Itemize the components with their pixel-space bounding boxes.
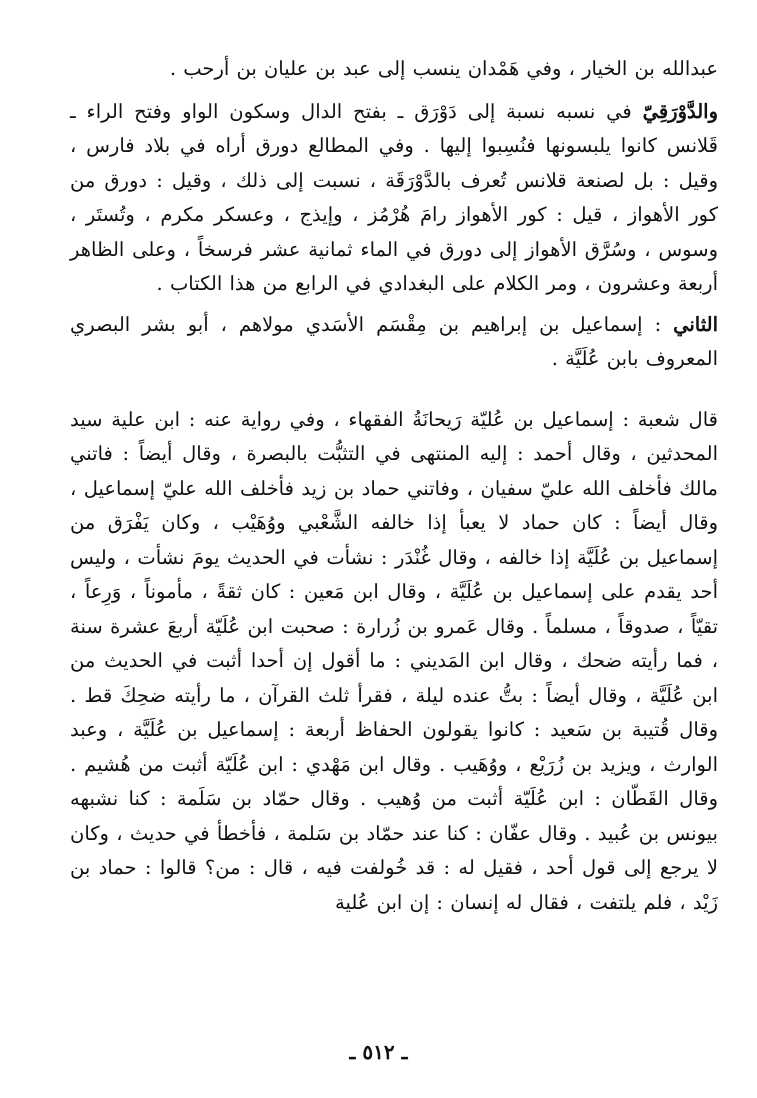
paragraph-scholar-praise — [70, 403, 718, 921]
paragraph-dawraqi-nisba — [70, 95, 718, 302]
page-body — [70, 52, 718, 920]
paragraph-text: : إسماعيل بن إبراهيم بن مِقْسَم الأسَدي مولاهم ، أبو بشر البصري المعروف بابن عُلَيَّة . — [70, 312, 718, 370]
paragraph-text: قال شعبة : إسماعيل بن عُليّة رَيحانَةُ الفقهاء ، وفي رواية عنه : ابن علية سيد المحدثين ، وقال أحمد : إليه المنتهى في التثبُّت بالبصرة ، وقال أيضاً : فاتني مالك فأخلف الله عليّ سفيان ، وفاتني حماد بن زيد فأخلف الله عليّ إسماعيل ، وقال أيضاً : كان حماد لا يعبأ إذا خالفه الشَّعْبي ووُهَيْب ، وكان يَفْرَق من إسماعيل بن عُلَيَّة إذا خالفه ، وقال غُنْدَر : نشأت في الحديث يومَ نشأت ، وليس أحد يقدم على إسماعيل بن عُلَيَّة ، وقال ابن مَعين : كان ثقةً ، مأموناً ، وَرِعاً ، تقيّاً ، صدوقاً ، مسلماً . وقال عَمرو بن زُرارة : صحبت ابن عُلَيّة أربعَ عشرة سنة ، فما رأيته ضحك ، وقال ابن المَديني : ما أقول إن أحدا أثبت في الحديث من ابن عُلَيَّة ، وقال أيضاً : بتُّ عنده ليلة ، فقرأ ثلث القرآن ، ما رأيته ضحِكَ قط . وقال قُتيبة بن سَعيد : كانوا يقولون الحفاظ أربعة : إسماعيل بن عُلَيَّة ، وعبد الوارث ، ويزيد بن زُرَيْع ، ووُهَيب . وقال ابن مَهْدي : ابن عُلَيّة أثبت من هُشيم . وقال القَطّان : ابن عُلَيّة أثبت من وُهيب . وقال حمّاد بن سَلَمة : كنا نشبهه بيونس بن عُبيد . وقال عفّان : كنا عند حمّاد بن سَلمة ، فأخطأ في حديث ، وكان لا يرجع إلى قول أحد ، فقيل له : قد خُولفت فيه ، قال : من؟ قالوا : حماد بن زَيْد ، فلم يلتفت ، فقال له إنسان : إن ابن عُلية — [70, 407, 718, 914]
page-number: ـ ٥١٢ ـ — [349, 1040, 408, 1064]
paragraph-text: عبدالله بن الخيار ، وفي هَمْدان ينسب إلى عبد بن عليان بن أرحب . — [169, 57, 718, 80]
paragraph-second-narrator — [70, 308, 718, 377]
paragraph-text: في نسبه نسبة إلى دَوْرَق ـ بفتح الدال وسكون الواو وفتح الراء ـ قَلانس كانوا يلبسونها فنُسِبوا إليها . وفي المطالع دورق أراه في بلاد فارس ، وقيل : بل لصنعة قلانس تُعرف بالدَّوْرَقَة ، نسبت إلى ذلك ، وقيل : دورق من كور الأهواز ، قيل : كور الأهواز رامَ هُرْمُز ، وإيذج ، وعسكر مكرم ، وتُستَر ، وسوس ، وسُرَّق الأهواز إلى دورق في الماء ثمانية عشر فرسخاً ، وعلى الظاهر أربعة وعشرون ، ومر الكلام على البغدادي في الرابع من هذا الكتاب . — [70, 99, 718, 295]
paragraph-abdullah-lineage — [70, 52, 718, 87]
paragraph-lead: والدَّوْرَقِيّ — [642, 99, 718, 123]
paragraph-lead: الثاني — [673, 312, 718, 336]
